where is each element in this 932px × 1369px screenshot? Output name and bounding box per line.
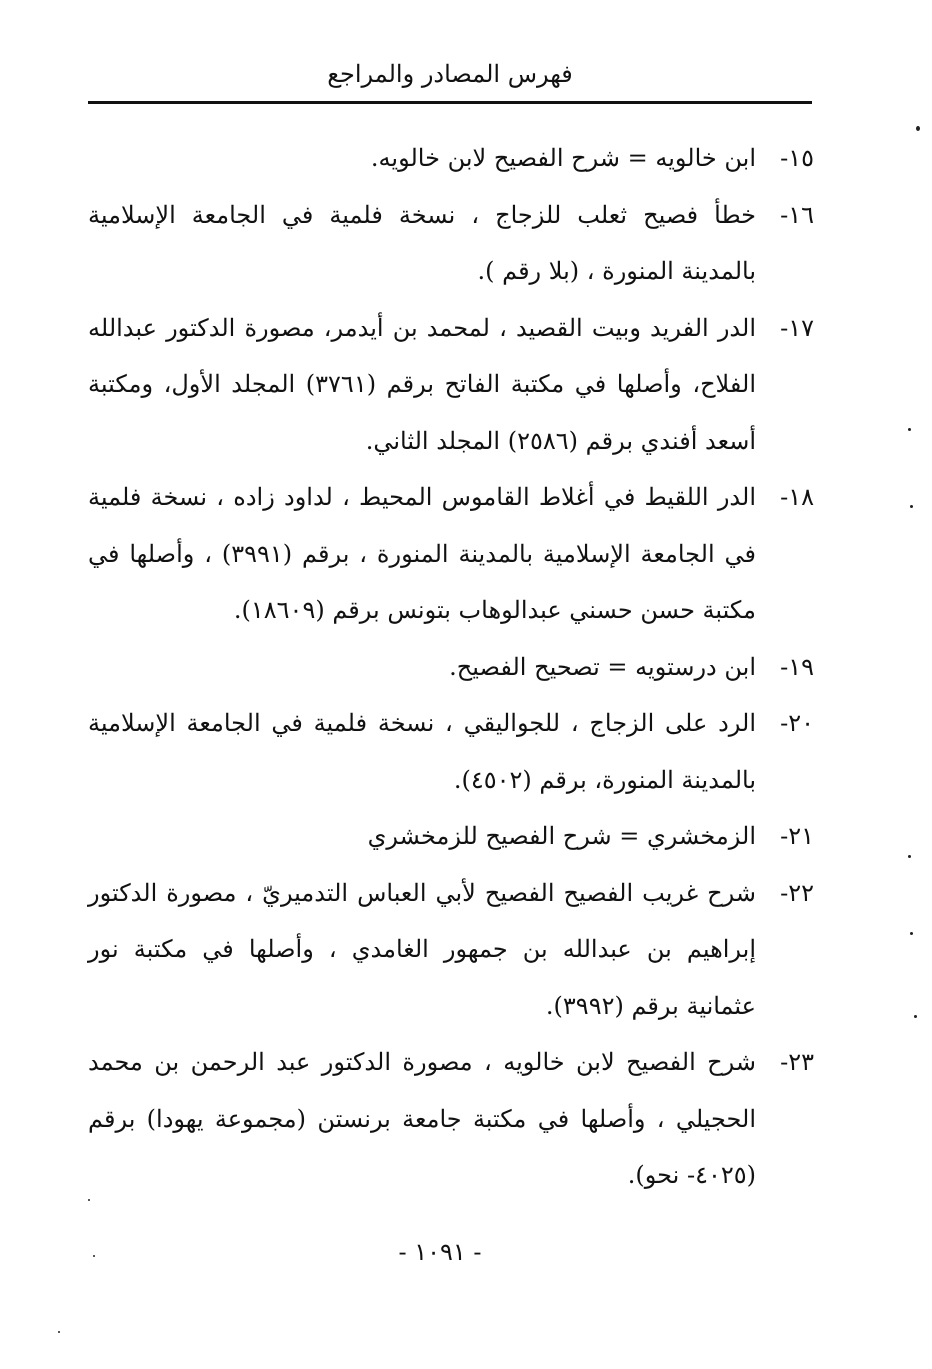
bibliography-entry	[88, 865, 814, 1035]
bibliography-list	[88, 130, 814, 1204]
scan-speck	[914, 1015, 917, 1018]
entry-number: ١٥-	[780, 144, 814, 172]
entry-text: ابن درستويه = تصحيح الفصيح.	[449, 652, 756, 681]
bibliography-entry	[88, 639, 814, 696]
entry-number: ١٦-	[780, 200, 814, 229]
scan-speck	[908, 855, 911, 858]
entry-number: ٢٢-	[780, 878, 814, 907]
scan-speck	[908, 428, 911, 431]
header-rule	[88, 101, 812, 104]
entry-text: الدر اللقيط في أغلاط القاموس المحيط ، لداود زاده ، نسخة فلمية في الجامعة الإسلامية بالمدينة المنورة ، برقم (٣٩٩١) ، وأصلها في مكتبة حسن حسني عبدالوهاب بتونس برقم (١٨٦٠٩).	[88, 483, 756, 624]
entry-number: ٢٠-	[780, 709, 814, 737]
bibliography-entry	[88, 300, 814, 470]
page-number: - ١٠٩١ -	[398, 1238, 482, 1266]
entry-text: شرح غريب الفصيح الفصيح لأبي العباس التدميريّ ، مصورة الدكتور إبراهيم بن عبدالله بن جمهور الغامدي ، وأصلها في مكتبة نور عثمانية برقم (٣٩٩٢).	[88, 878, 756, 1020]
entry-text: الزمخشري = شرح الفصيح للزمخشري	[367, 822, 756, 850]
scan-speck	[910, 932, 913, 935]
bibliography-entry	[88, 130, 814, 187]
bibliography-entry	[88, 187, 814, 300]
bibliography-entry	[88, 1034, 814, 1204]
bibliography-entry	[88, 469, 814, 639]
entry-text: خطأ فصيح ثعلب للزجاج ، نسخة فلمية في الجامعة الإسلامية بالمدينة المنورة ، (بلا رقم ).	[88, 200, 756, 285]
running-header: فهرس المصادر والمراجع	[327, 60, 573, 88]
entry-text: الدر الفريد وبيت القصيد ، لمحمد بن أيدمر، مصورة الدكتور عبدالله الفلاح، وأصلها في مكتبة الفاتح برقم (٣٧٦١) المجلد الأول، ومكتبة أسعد أفندي برقم (٢٥٨٦) المجلد الثاني.	[88, 313, 757, 455]
scan-speck	[916, 126, 920, 131]
entry-text: شرح الفصيح لابن خالويه ، مصورة الدكتور عبد الرحمن بن محمد الحجيلي ، وأصلها في مكتبة جامعة برنستن (مجموعة يهودا) برقم (٤٠٢٥- نحو).	[88, 1048, 756, 1189]
scan-speck	[910, 505, 913, 508]
entry-number: ١٨-	[780, 483, 814, 511]
bibliography-entry	[88, 808, 814, 865]
entry-number: ٢١-	[780, 822, 814, 850]
scan-speck	[88, 1199, 90, 1201]
entry-text: ابن خالويه = شرح الفصيح لابن خالويه.	[370, 144, 756, 172]
entry-number: ١٩-	[780, 652, 814, 681]
scan-speck	[93, 1255, 95, 1257]
entry-number: ٢٣-	[780, 1048, 814, 1076]
entry-text: الرد على الزجاج ، للجواليقي ، نسخة فلمية في الجامعة الإسلامية بالمدينة المنورة، برقم (٤٥٠٢).	[88, 709, 756, 794]
entry-number: ١٧-	[780, 313, 814, 342]
bibliography-entry	[88, 695, 814, 808]
scan-speck	[58, 1331, 60, 1333]
